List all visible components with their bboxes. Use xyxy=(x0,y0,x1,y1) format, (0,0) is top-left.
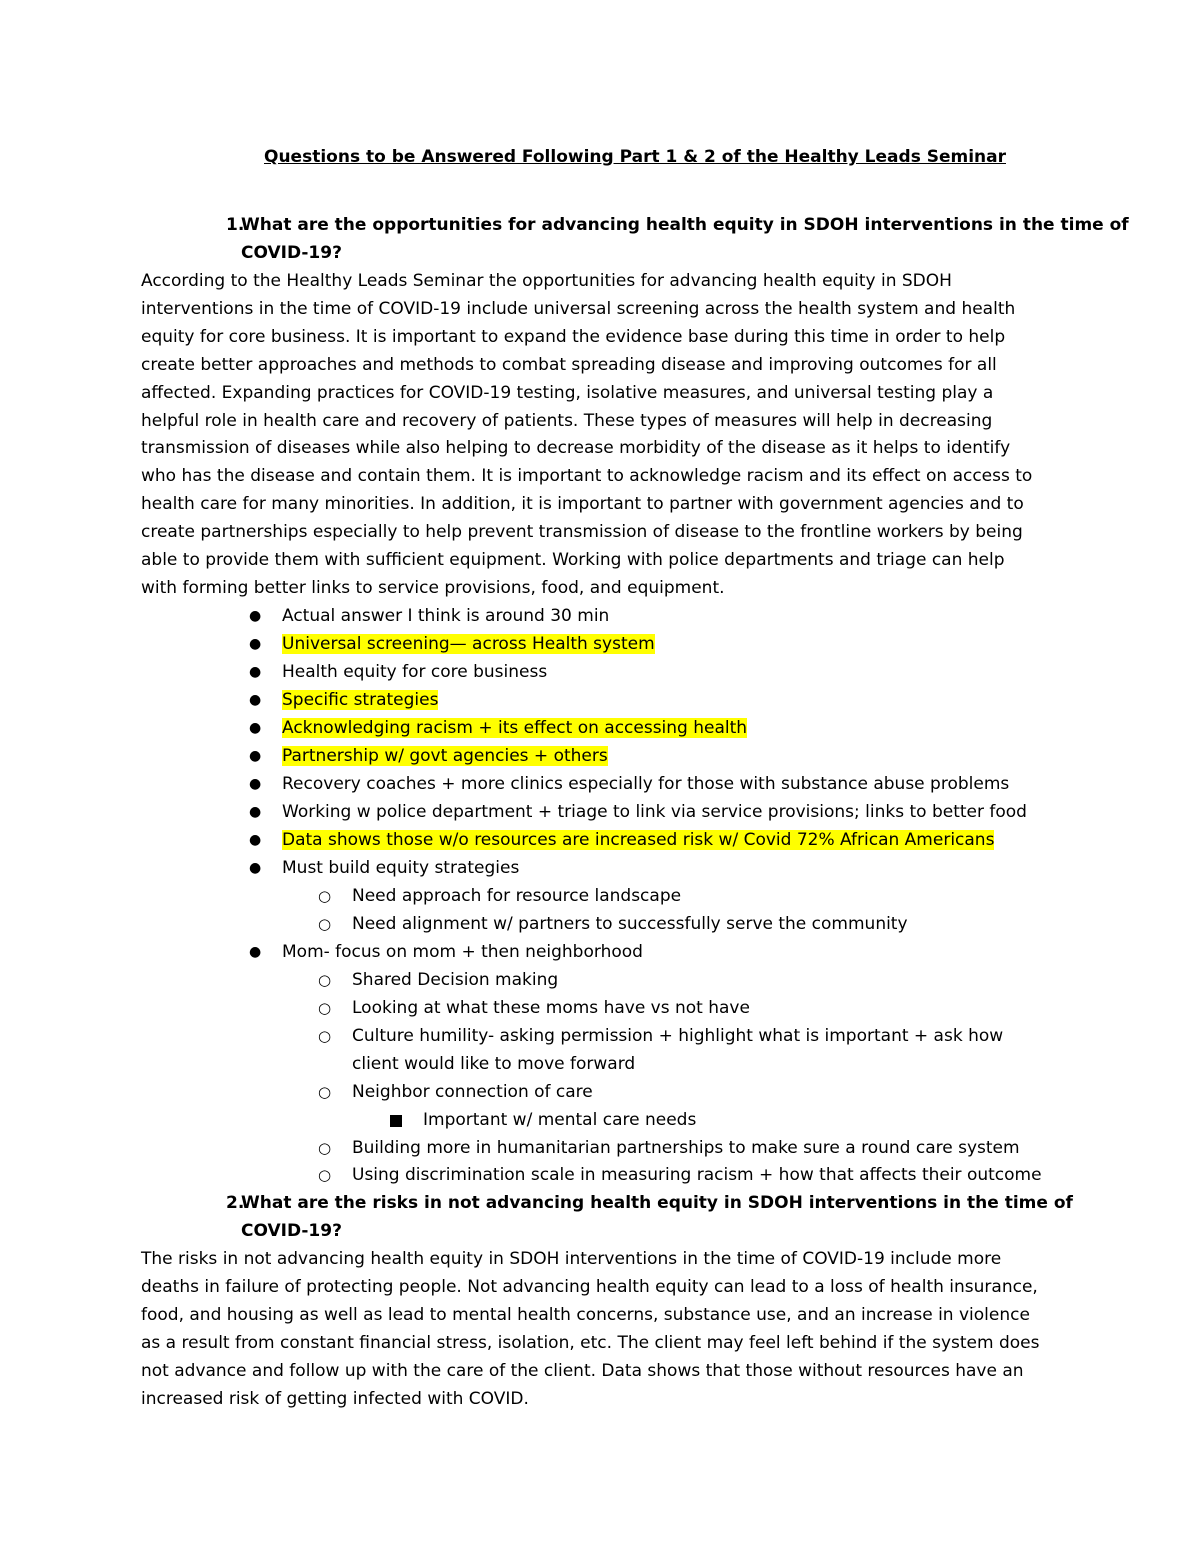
answer-2-line: increased risk of getting infected with COVID. xyxy=(141,1388,529,1409)
hollow-circle-icon: ○ xyxy=(318,887,332,905)
list-item xyxy=(318,911,908,939)
list-item-text: Need alignment w/ partners to successfully serve the community xyxy=(352,914,908,934)
list-item xyxy=(249,659,548,687)
answer-1-line: create better approaches and methods to combat spreading disease and improving outcomes for all xyxy=(141,354,997,375)
answer-2-line: as a result from constant financial stress, isolation, etc. The client may feel left behind if the system does xyxy=(141,1332,1040,1353)
bullet-icon: ● xyxy=(249,748,262,764)
answer-2-line: not advance and follow up with the care of the client. Data shows that those without resources have an xyxy=(141,1360,1024,1381)
list-item xyxy=(318,1135,1020,1163)
question-1-number: 1. xyxy=(226,215,245,235)
bullet-icon: ● xyxy=(249,608,262,624)
answer-1-line: able to provide them with sufficient equipment. Working with police departments and triage can help xyxy=(141,550,1005,571)
list-item-text: client would like to move forward xyxy=(352,1054,636,1074)
answer-2-line: deaths in failure of protecting people. Not advancing health equity can lead to a loss of health insurance, xyxy=(141,1276,1038,1297)
bullet-icon: ● xyxy=(249,692,262,708)
bullet-icon: ● xyxy=(249,832,262,848)
list-item-text: Looking at what these moms have vs not have xyxy=(352,998,750,1018)
answer-1-line: transmission of diseases while also helping to decrease morbidity of the disease as it helps to identify xyxy=(141,438,1011,459)
question-1 xyxy=(226,212,1129,268)
hollow-circle-icon: ○ xyxy=(318,999,332,1017)
list-item-text-highlighted: Data shows those w/o resources are increased risk w/ Covid 72% African Americans xyxy=(282,830,995,850)
list-item-text: Neighbor connection of care xyxy=(352,1082,593,1102)
hollow-circle-icon: ○ xyxy=(318,1139,332,1157)
answer-1-line: interventions in the time of COVID-19 include universal screening across the health system and health xyxy=(141,298,1016,319)
list-item xyxy=(318,967,559,995)
hollow-circle-icon: ○ xyxy=(318,915,332,933)
list-item-continuation xyxy=(352,1051,635,1079)
list-item xyxy=(249,771,1010,799)
list-item xyxy=(249,855,520,883)
question-2-number: 2. xyxy=(226,1193,245,1213)
list-item-text: Must build equity strategies xyxy=(282,858,520,878)
list-item-text: Need approach for resource landscape xyxy=(352,886,682,906)
list-item xyxy=(318,1162,1042,1190)
answer-2-line: food, and housing as well as lead to mental health concerns, substance use, and an increase in violence xyxy=(141,1304,1030,1325)
bullet-icon: ● xyxy=(249,636,262,652)
document-title: Questions to be Answered Following Part 1 & 2 of the Healthy Leads Seminar xyxy=(264,147,1006,167)
list-item-text: Building more in humanitarian partnerships to make sure a round care system xyxy=(352,1138,1020,1158)
list-item xyxy=(249,715,748,743)
answer-1-line: helpful role in health care and recovery of patients. These types of measures will help in decreasing xyxy=(141,410,993,431)
list-item-text: Shared Decision making xyxy=(352,970,559,990)
question-1-line: What are the opportunities for advancing health equity in SDOH interventions in the time of xyxy=(241,215,1129,235)
list-item-text-highlighted: Acknowledging racism + its effect on accessing health xyxy=(282,718,748,738)
answer-1-line: who has the disease and contain them. It is important to acknowledge racism and its effect on access to xyxy=(141,466,1033,487)
hollow-circle-icon: ○ xyxy=(318,971,332,989)
bullet-icon: ● xyxy=(249,944,262,960)
bullet-icon: ● xyxy=(249,860,262,876)
list-item-text: Mom- focus on mom + then neighborhood xyxy=(282,942,643,962)
list-item-text: Important w/ mental care needs xyxy=(423,1110,697,1130)
list-item xyxy=(318,1023,1004,1051)
list-item xyxy=(423,1107,696,1135)
list-item-text: Using discrimination scale in measuring racism + how that affects their outcome xyxy=(352,1165,1042,1185)
list-item xyxy=(249,799,1027,827)
list-item xyxy=(249,687,439,715)
bullet-icon: ● xyxy=(249,804,262,820)
question-2 xyxy=(226,1190,1073,1246)
answer-1-line: equity for core business. It is important to expand the evidence base during this time in order to help xyxy=(141,326,1006,347)
question-2-line: COVID-19? xyxy=(241,1220,342,1241)
list-item-text: Culture humility- asking permission + highlight what is important + ask how xyxy=(352,1026,1004,1046)
list-item xyxy=(249,743,608,771)
bullet-icon: ● xyxy=(249,776,262,792)
list-item-text: Working w police department + triage to link via service provisions; links to better food xyxy=(282,802,1027,822)
list-item xyxy=(249,631,655,659)
answer-1-paragraph xyxy=(141,268,1061,603)
answer-1-line: affected. Expanding practices for COVID-19 testing, isolative measures, and universal testing play a xyxy=(141,382,994,403)
answer-1-line: According to the Healthy Leads Seminar the opportunities for advancing health equity in SDOH xyxy=(141,271,952,291)
hollow-circle-icon: ○ xyxy=(318,1166,332,1184)
list-item xyxy=(249,827,995,855)
list-item-text-highlighted: Universal screening— across Health system xyxy=(282,634,655,654)
answer-2-paragraph xyxy=(141,1246,1061,1413)
bullet-icon: ● xyxy=(249,664,262,680)
list-item-text: Health equity for core business xyxy=(282,662,548,682)
list-item xyxy=(318,883,682,911)
list-item xyxy=(318,1079,593,1107)
list-item xyxy=(249,603,610,631)
list-item xyxy=(318,995,750,1023)
bullet-icon: ● xyxy=(249,720,262,736)
answer-2-line: The risks in not advancing health equity in SDOH interventions in the time of COVID-19 include more xyxy=(141,1249,1002,1269)
list-item-text-highlighted: Specific strategies xyxy=(282,690,439,710)
square-bullet-icon xyxy=(390,1107,402,1136)
question-1-line: COVID-19? xyxy=(241,242,342,263)
list-item-text: Recovery coaches + more clinics especially for those with substance abuse problems xyxy=(282,774,1010,794)
hollow-circle-icon: ○ xyxy=(318,1027,332,1045)
question-2-line: What are the risks in not advancing health equity in SDOH interventions in the time of xyxy=(241,1193,1073,1213)
answer-1-line: health care for many minorities. In addition, it is important to partner with government agencies and to xyxy=(141,494,1024,515)
list-item xyxy=(249,939,643,967)
answer-1-line: with forming better links to service provisions, food, and equipment. xyxy=(141,577,725,598)
list-item-text-highlighted: Partnership w/ govt agencies + others xyxy=(282,746,608,766)
list-item-text: Actual answer I think is around 30 min xyxy=(282,606,610,626)
hollow-circle-icon: ○ xyxy=(318,1083,332,1101)
answer-1-line: create partnerships especially to help prevent transmission of disease to the frontline workers by being xyxy=(141,522,1023,543)
